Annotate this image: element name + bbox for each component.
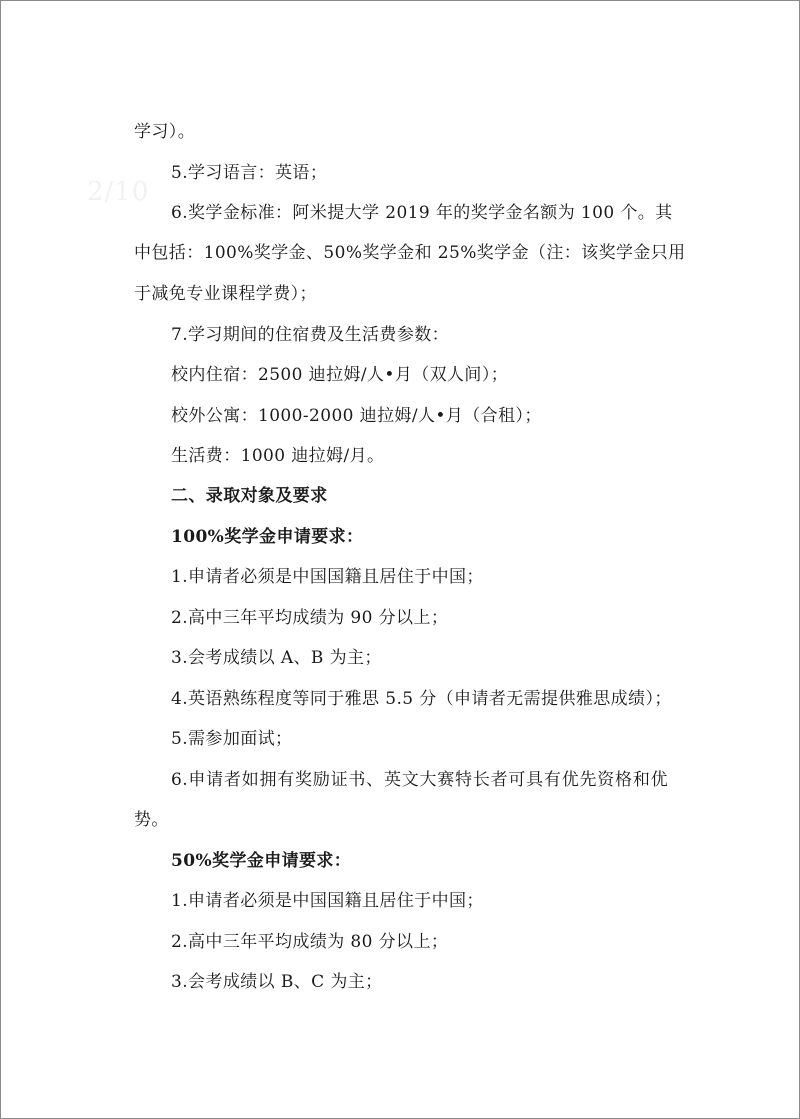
text-line: 5.学习语言：英语； [171, 163, 328, 183]
text-line: 于减免专业课程学费）； [134, 284, 317, 304]
text-line: 势。 [134, 810, 169, 830]
text-line: 2.高中三年平均成绩为 80 分以上； [171, 932, 449, 952]
subheading-50-percent: 50%奖学金申请要求： [171, 851, 352, 871]
text-line: 学习）。 [134, 122, 196, 142]
text-line: 中包括：100%奖学金、50%奖学金和 25%奖学金（注：该奖学金只用 [134, 243, 686, 263]
text-line: 6.奖学金标准：阿米提大学 2019 年的奖学金名额为 100 个。其 [171, 203, 673, 223]
page-watermark: 2/10 [87, 177, 150, 207]
section-heading: 二、录取对象及要求 [171, 486, 328, 506]
text-line: 6.申请者如拥有奖励证书、英文大赛特长者可具有优先资格和优 [171, 770, 668, 790]
text-line: 校外公寓：1000-2000 迪拉姆/人•月（合租）； [171, 406, 542, 426]
text-line: 校内住宿：2500 迪拉姆/人•月（双人间）； [171, 365, 509, 385]
text-line: 1.申请者必须是中国国籍且居住于中国； [171, 891, 484, 911]
text-line: 7.学习期间的住宿费及生活费参数： [171, 325, 450, 345]
text-line: 2.高中三年平均成绩为 90 分以上； [171, 608, 449, 628]
text-line: 5.需参加面试； [171, 729, 293, 749]
text-line: 3.会考成绩以 B、C 为主； [171, 972, 383, 992]
text-line: 3.会考成绩以 A、B 为主； [171, 648, 382, 668]
text-line: 生活费：1000 迪拉姆/月。 [171, 446, 385, 466]
text-line: 1.申请者必须是中国国籍且居住于中国； [171, 567, 484, 587]
text-line: 4.英语熟练程度等同于雅思 5.5 分（申请者无需提供雅思成绩）； [171, 689, 672, 709]
subheading-100-percent: 100%奖学金申请要求： [171, 527, 364, 547]
